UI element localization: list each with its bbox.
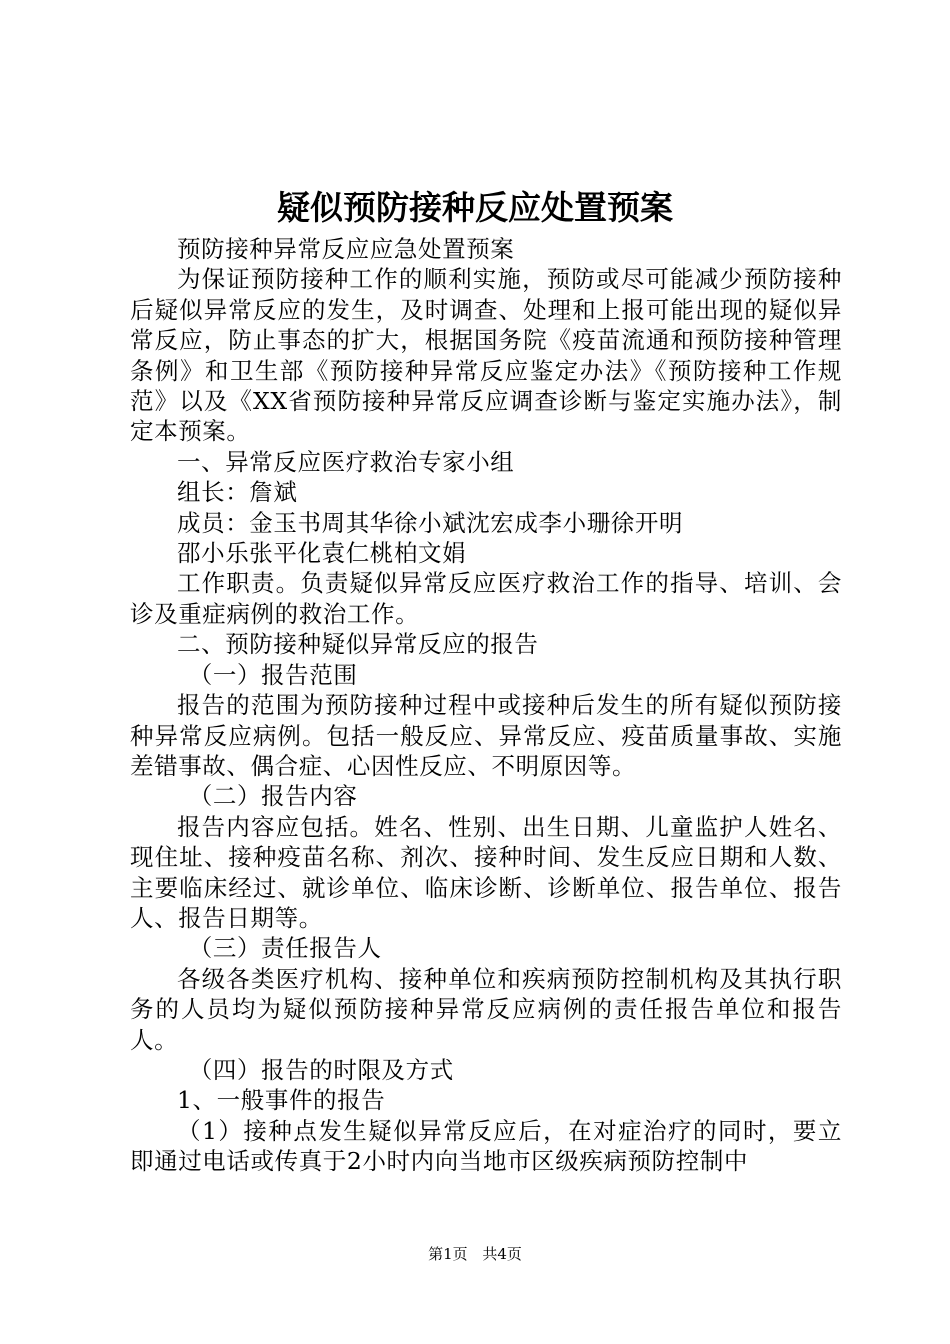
paragraph: 组长：詹斌 [177, 478, 298, 507]
subsection-heading: （三）责任报告人 [188, 934, 382, 963]
paragraph: 预防接种异常反应应急处置预案 [177, 235, 515, 263]
paragraph: 报告内容应包括。姓名、性别、出生日期、儿童监护人姓名、现住址、接种疫苗名称、剂次、接种时间、发生反应日期和人数、主要临床经过、就诊单位、临床诊断、诊断单位、报告单位、报告人、报告日期等。 [130, 812, 842, 932]
subsection-heading: （二）报告内容 [188, 782, 358, 811]
document-title: 疑似预防接种反应处置预案 [277, 188, 673, 227]
paragraph: 为保证预防接种工作的顺利实施，预防或尽可能减少预防接种后疑似异常反应的发生，及时调查、处理和上报可能出现的疑似异常反应，防止事态的扩大，根据国务院《疫苗流通和预防接种管理条例》和卫生部《预防接种异常反应鉴定办法》《预防接种工作规范》以及《XX省预防接种异常反应调查诊断与鉴定实施办法》，制定本预案。 [130, 265, 842, 446]
paragraph: 各级各类医疗机构、接种单位和疾病预防控制机构及其执行职务的人员均为疑似预防接种异常反应病例的责任报告单位和报告人。 [130, 964, 842, 1054]
page-total: 共4页 [482, 1245, 522, 1263]
page-footer [0, 1244, 950, 1264]
paragraph: （1）接种点发生疑似异常反应后，在对症治疗的同时，要立即通过电话或传真于2小时内向当地市区级疾病预防控制中 [130, 1116, 842, 1176]
section-heading: 二、预防接种疑似异常反应的报告 [177, 630, 539, 659]
subsection-heading: （四）报告的时限及方式 [188, 1055, 454, 1084]
paragraph: 邵小乐张平化袁仁桃柏文娟 [177, 539, 467, 568]
paragraph: 工作职责。负责疑似异常反应医疗救治工作的指导、培训、会诊及重症病例的救治工作。 [130, 569, 842, 628]
section-heading: 一、异常反应医疗救治专家小组 [177, 447, 515, 476]
document-body [130, 234, 842, 1177]
subsection-heading: 1、一般事件的报告 [177, 1086, 386, 1115]
subsection-heading: （一）报告范围 [188, 660, 358, 689]
page-number: 第1页 [428, 1245, 468, 1263]
paragraph: 成员：金玉书周其华徐小斌沈宏成李小珊徐开明 [177, 508, 684, 537]
paragraph: 报告的范围为预防接种过程中或接种后发生的所有疑似预防接种异常反应病例。包括一般反应、异常反应、疫苗质量事故、实施差错事故、偶合症、心因性反应、不明原因等。 [130, 691, 842, 780]
